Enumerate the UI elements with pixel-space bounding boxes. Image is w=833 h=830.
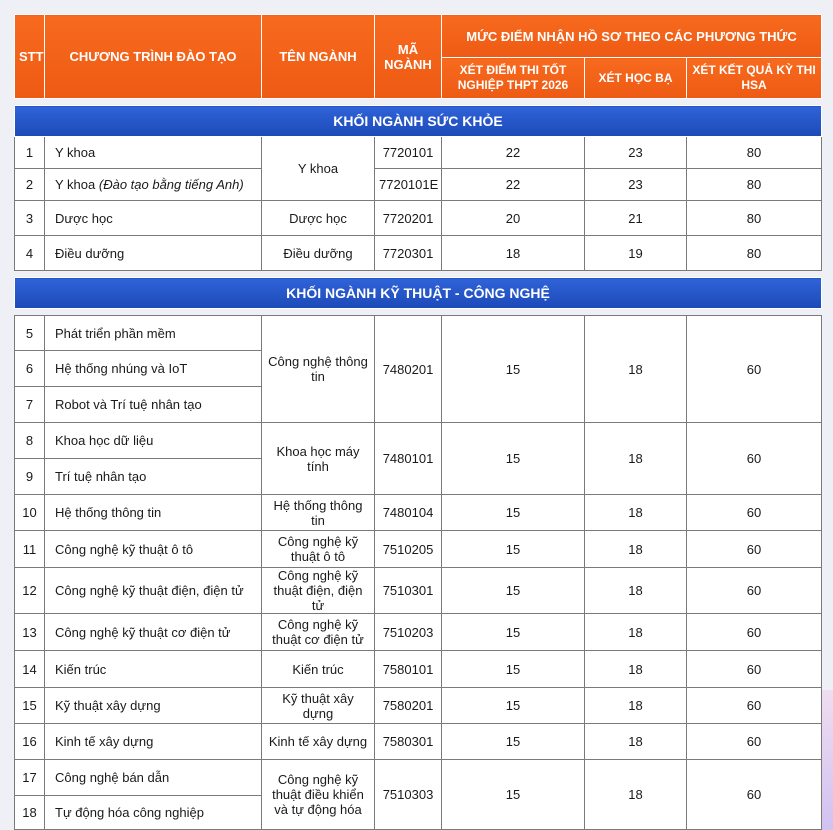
header-method-thpt: XÉT ĐIỂM THI TỐT NGHIỆP THPT 2026 [442, 58, 585, 99]
row-score-hsa: 60 [687, 423, 822, 495]
table-row [15, 724, 822, 760]
row-major: Dược học [262, 201, 375, 236]
table-row [15, 651, 822, 688]
row-major: Kỹ thuật xây dựng [262, 688, 375, 724]
row-score-thpt: 18 [442, 236, 585, 271]
row-score-thpt: 15 [442, 724, 585, 760]
table-row [15, 316, 822, 351]
row-score-thpt: 15 [442, 614, 585, 651]
table-row [15, 495, 822, 531]
row-score-thpt: 15 [442, 316, 585, 423]
row-score-thpt: 15 [442, 688, 585, 724]
row-score-hocba: 18 [585, 614, 687, 651]
row-program: Kinh tế xây dựng [45, 724, 262, 760]
row-major: Hệ thống thông tin [262, 495, 375, 531]
row-score-hocba: 18 [585, 423, 687, 495]
row-program: Robot và Trí tuệ nhân tạo [45, 387, 262, 423]
header-methods: MỨC ĐIỂM NHẬN HỒ SƠ THEO CÁC PHƯƠNG THỨC [442, 15, 822, 58]
row-score-hsa: 60 [687, 688, 822, 724]
header-program: CHƯƠNG TRÌNH ĐÀO TẠO [45, 15, 262, 99]
row-stt: 1 [15, 137, 45, 169]
row-score-thpt: 15 [442, 568, 585, 614]
row-code: 7720101 [375, 137, 442, 169]
row-score-thpt: 15 [442, 423, 585, 495]
row-code: 7720101E [375, 169, 442, 201]
header-stt: STT [15, 15, 45, 99]
header-major: TÊN NGÀNH [262, 15, 375, 99]
row-program: Điều dưỡng [45, 236, 262, 271]
row-score-thpt: 15 [442, 531, 585, 568]
row-program [45, 169, 262, 201]
row-program: Hệ thống nhúng và IoT [45, 351, 262, 387]
row-code: 7510303 [375, 760, 442, 830]
row-score-hocba: 18 [585, 651, 687, 688]
row-score-hocba: 18 [585, 568, 687, 614]
row-program-name: Y khoa [55, 177, 96, 192]
row-program: Hệ thống thông tin [45, 495, 262, 531]
table-row [15, 760, 822, 796]
group-title-engineering: KHỐI NGÀNH KỸ THUẬT - CÔNG NGHỆ [15, 278, 822, 309]
row-major: Công nghệ thông tin [262, 316, 375, 423]
table-row [15, 614, 822, 651]
row-program: Y khoa [45, 137, 262, 169]
row-score-thpt: 15 [442, 495, 585, 531]
row-stt: 8 [15, 423, 45, 459]
row-program: Kỹ thuật xây dựng [45, 688, 262, 724]
row-program: Phát triển phần mềm [45, 316, 262, 351]
row-score-thpt: 15 [442, 760, 585, 830]
row-score-hocba: 21 [585, 201, 687, 236]
row-program: Tự động hóa công nghiệp [45, 796, 262, 830]
row-score-hsa: 60 [687, 760, 822, 830]
row-score-hsa: 60 [687, 724, 822, 760]
row-score-hsa: 80 [687, 201, 822, 236]
row-program: Trí tuệ nhân tạo [45, 459, 262, 495]
row-score-hsa: 60 [687, 531, 822, 568]
row-major: Công nghệ kỹ thuật ô tô [262, 531, 375, 568]
row-score-hocba: 19 [585, 236, 687, 271]
row-score-hocba: 18 [585, 531, 687, 568]
row-score-hocba: 23 [585, 169, 687, 201]
row-program: Kiến trúc [45, 651, 262, 688]
row-score-hsa: 80 [687, 236, 822, 271]
row-stt: 7 [15, 387, 45, 423]
row-stt: 9 [15, 459, 45, 495]
header-code: MÃ NGÀNH [375, 15, 442, 99]
table-row [15, 423, 822, 459]
table-row [15, 568, 822, 614]
row-program: Khoa học dữ liệu [45, 423, 262, 459]
row-major: Công nghệ kỹ thuật điện, điện tử [262, 568, 375, 614]
row-score-hsa: 60 [687, 651, 822, 688]
row-code: 7510203 [375, 614, 442, 651]
header-method-hocba: XÉT HỌC BẠ [585, 58, 687, 99]
row-score-thpt: 15 [442, 651, 585, 688]
row-score-hsa: 80 [687, 169, 822, 201]
row-stt: 16 [15, 724, 45, 760]
row-score-hsa: 60 [687, 568, 822, 614]
table-row [15, 137, 822, 169]
row-program: Dược học [45, 201, 262, 236]
row-program-note: (Đào tạo bằng tiếng Anh) [98, 177, 244, 192]
row-stt: 13 [15, 614, 45, 651]
row-program: Công nghệ kỹ thuật cơ điện tử [45, 614, 262, 651]
table-row [15, 531, 822, 568]
row-code: 7480201 [375, 316, 442, 423]
row-code: 7480104 [375, 495, 442, 531]
row-code: 7720301 [375, 236, 442, 271]
row-stt: 18 [15, 796, 45, 830]
row-stt: 15 [15, 688, 45, 724]
row-code: 7580301 [375, 724, 442, 760]
row-score-thpt: 22 [442, 169, 585, 201]
row-program: Công nghệ kỹ thuật ô tô [45, 531, 262, 568]
row-score-hocba: 23 [585, 137, 687, 169]
row-stt: 17 [15, 760, 45, 796]
row-score-hsa: 60 [687, 316, 822, 423]
row-score-hocba: 18 [585, 495, 687, 531]
row-score-thpt: 22 [442, 137, 585, 169]
row-stt: 2 [15, 169, 45, 201]
row-score-hocba: 18 [585, 724, 687, 760]
row-stt: 4 [15, 236, 45, 271]
row-program: Công nghệ bán dẫn [45, 760, 262, 796]
table-row [15, 169, 822, 201]
row-code: 7580201 [375, 688, 442, 724]
header-method-hsa: XÉT KẾT QUẢ KỲ THI HSA [687, 58, 822, 99]
table-row [15, 201, 822, 236]
row-stt: 3 [15, 201, 45, 236]
row-major: Công nghệ kỹ thuật điều khiển và tự động hóa [262, 760, 375, 830]
admission-score-table [14, 14, 822, 830]
row-stt: 5 [15, 316, 45, 351]
row-score-thpt: 20 [442, 201, 585, 236]
row-stt: 10 [15, 495, 45, 531]
row-major: Y khoa [262, 137, 375, 201]
row-stt: 11 [15, 531, 45, 568]
row-code: 7580101 [375, 651, 442, 688]
row-major: Kiến trúc [262, 651, 375, 688]
row-code: 7720201 [375, 201, 442, 236]
table-row [15, 688, 822, 724]
row-stt: 12 [15, 568, 45, 614]
row-stt: 14 [15, 651, 45, 688]
row-score-hocba: 18 [585, 316, 687, 423]
row-code: 7510301 [375, 568, 442, 614]
row-code: 7510205 [375, 531, 442, 568]
row-code: 7480101 [375, 423, 442, 495]
row-score-hocba: 18 [585, 688, 687, 724]
table-row [15, 236, 822, 271]
row-major: Công nghệ kỹ thuật cơ điện tử [262, 614, 375, 651]
row-stt: 6 [15, 351, 45, 387]
group-title-health: KHỐI NGÀNH SỨC KHỎE [15, 106, 822, 137]
row-score-hsa: 60 [687, 614, 822, 651]
row-major: Khoa học máy tính [262, 423, 375, 495]
row-score-hsa: 80 [687, 137, 822, 169]
row-program: Công nghệ kỹ thuật điện, điện tử [45, 568, 262, 614]
row-score-hsa: 60 [687, 495, 822, 531]
row-score-hocba: 18 [585, 760, 687, 830]
row-major: Kinh tế xây dựng [262, 724, 375, 760]
row-major: Điều dưỡng [262, 236, 375, 271]
